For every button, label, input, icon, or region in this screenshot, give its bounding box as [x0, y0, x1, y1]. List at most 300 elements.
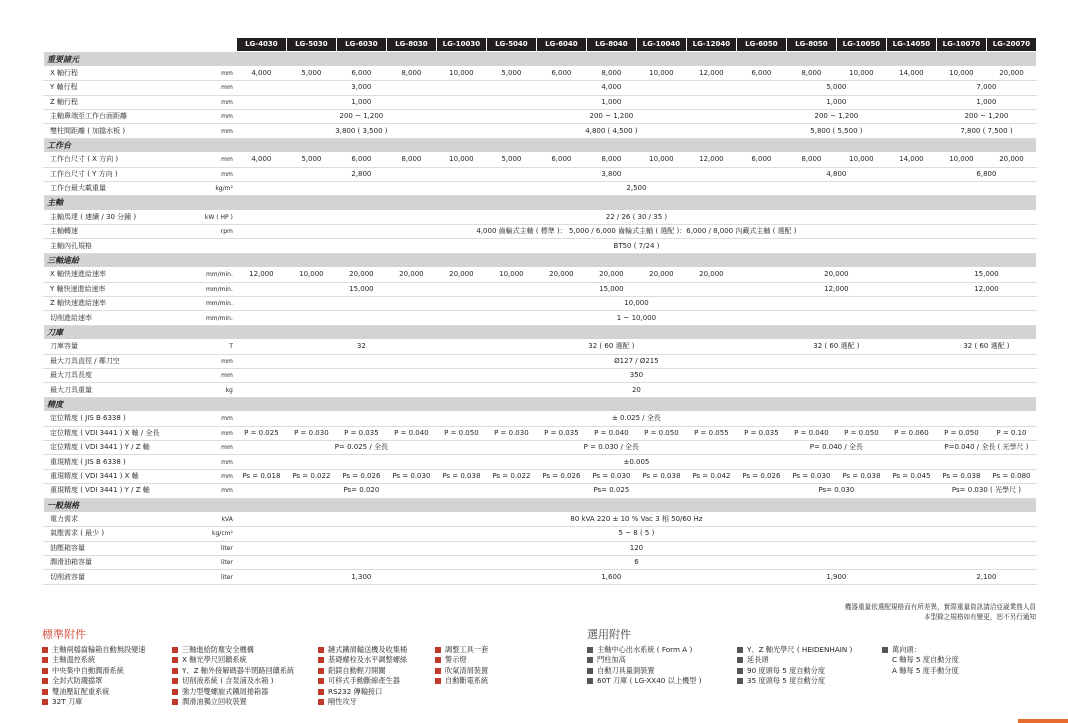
section-title: 刀庫: [44, 325, 1037, 339]
spec-value: Ps = 0.022: [486, 469, 536, 483]
spec-row: [44, 426, 1037, 440]
spec-unit: liter: [198, 541, 236, 555]
standard-item-label: 自動斷電系統: [445, 676, 489, 686]
standard-item-label: 警示燈: [445, 655, 467, 665]
standard-item: [42, 676, 145, 686]
spec-row: [44, 340, 1037, 354]
spec-value: 1,300: [236, 570, 486, 584]
spec-value: Ps = 0.022: [286, 469, 336, 483]
spec-value: P = 0.030: [286, 426, 336, 440]
bullet-square-icon: [318, 678, 324, 684]
spec-value: Ps = 0.045: [886, 469, 936, 483]
spec-value: 7,800 ( 7,500 ): [936, 124, 1036, 138]
optional-item: [882, 666, 959, 676]
spec-label: 氣壓需求 ( 最少 ): [44, 527, 199, 541]
optional-item: [587, 666, 702, 676]
spec-value: 5 ~ 8 ( 5 ): [236, 527, 1036, 541]
bullet-square-icon: [42, 678, 48, 684]
bullet-square-icon: [172, 689, 178, 695]
spec-value: 12,000: [736, 282, 936, 296]
spec-value: 6,000: [536, 153, 586, 167]
spec-label: 油壓箱容量: [44, 541, 199, 555]
optional-item: [587, 655, 702, 665]
standard-item: [172, 655, 294, 665]
note-line: 本型錄之規格如有變更，恕不另行通知: [923, 613, 1036, 621]
bullet-square-icon: [737, 647, 743, 653]
spec-unit: mm: [198, 412, 236, 426]
spec-unit: kW ( HP ): [198, 210, 236, 224]
spec-value: 2,800: [236, 167, 486, 181]
spec-value: 20,000: [986, 66, 1036, 80]
spec-value: 200 ~ 1,200: [736, 109, 936, 123]
optional-column: [882, 645, 959, 676]
spec-value: Ps = 0.030: [586, 469, 636, 483]
bullet-square-icon: [587, 668, 593, 674]
spec-value: P = 0.050: [836, 426, 886, 440]
model-header: LG-12040: [686, 38, 736, 52]
optional-item-label: 60T 刀庫 ( LG-XX40 以上機型 ): [597, 676, 702, 686]
spec-unit: [198, 239, 236, 253]
spec-value: 1,600: [486, 570, 736, 584]
spec-value: ±0.005: [236, 455, 1036, 469]
spec-value: P = 0.035: [336, 426, 386, 440]
spec-label: 定位精度 ( JIS B 6338 ): [44, 412, 199, 426]
spec-row: [44, 95, 1037, 109]
spec-value: 6,000: [736, 153, 786, 167]
spec-row: [44, 239, 1037, 253]
bullet-square-icon: [318, 689, 324, 695]
optional-item: [587, 645, 702, 655]
spec-value: 1,000: [736, 95, 936, 109]
spec-value: Ps = 0.038: [636, 469, 686, 483]
spec-value: 8,000: [386, 66, 436, 80]
spec-value: 20,000: [986, 153, 1036, 167]
spec-value: 15,000: [936, 268, 1036, 282]
bullet-square-icon: [587, 657, 593, 663]
spec-value: 3,000: [236, 81, 486, 95]
spec-value: P = 0.030 / 全長: [486, 440, 736, 454]
bullet-square-icon: [737, 657, 743, 663]
spec-label: X 軸快速進給速率: [44, 268, 199, 282]
spec-row: [44, 268, 1037, 282]
spec-value: P= 0.025 / 全長: [236, 440, 486, 454]
spec-value: 10,000: [486, 268, 536, 282]
optional-item: [737, 655, 852, 665]
spec-value: 4,800: [736, 167, 936, 181]
spec-value: 2,100: [936, 570, 1036, 584]
spec-value: 20,000: [586, 268, 636, 282]
spec-value: P = 0.035: [736, 426, 786, 440]
standard-item-label: 全封式防濺擋罩: [52, 676, 103, 686]
standard-item: [42, 697, 145, 707]
standard-item: [318, 666, 407, 676]
spec-value: P = 0.040: [786, 426, 836, 440]
spec-value: 10,000: [286, 268, 336, 282]
spec-value: P = 0.060: [886, 426, 936, 440]
standard-column: [172, 645, 294, 707]
spec-label: 主軸鼻端至工作台面距離: [44, 109, 199, 123]
model-header: LG-5030: [286, 38, 336, 52]
standard-item-label: 鏈式鐵屑輸送機及收集桶: [328, 645, 408, 654]
standard-item-label: RS232 傳輸接口: [328, 686, 383, 696]
model-header: LG-6050: [736, 38, 786, 52]
spec-unit: mm/min.: [198, 297, 236, 311]
spec-value: P = 0.030: [486, 426, 536, 440]
standard-item-label: 基礎螺栓及水平調整螺絲: [328, 655, 408, 665]
spec-row: [44, 297, 1037, 311]
spec-value: 2,500: [236, 181, 1036, 195]
spec-value: Ps= 0.025: [486, 484, 736, 498]
spec-label: 最大刀具直徑 / 鄰刀空: [44, 354, 199, 368]
spec-value: Ø127 / Ø215: [236, 354, 1036, 368]
spec-value: 350: [236, 368, 1036, 382]
optional-item: [737, 666, 852, 676]
spec-unit: mm: [198, 95, 236, 109]
bullet-square-icon: [435, 647, 441, 653]
standard-accessories-title: 標準附件: [42, 628, 86, 641]
optional-item-label: 90 度頭每 5 度自動分度: [747, 665, 826, 675]
section-title: 工作台: [44, 138, 1037, 152]
standard-item: [435, 666, 488, 676]
spec-value: 15,000: [236, 282, 486, 296]
spec-value: Ps = 0.030: [386, 469, 436, 483]
spec-unit: mm: [198, 124, 236, 138]
spec-unit: mm/min.: [198, 282, 236, 296]
spec-value: 15,000: [486, 282, 736, 296]
standard-item: [42, 687, 145, 697]
model-header: LG-10050: [836, 38, 886, 52]
bullet-square-icon: [318, 647, 324, 653]
standard-item: [172, 666, 294, 676]
standard-item: [318, 676, 407, 686]
spec-value: 32: [236, 340, 486, 354]
model-header: LG-20070: [986, 38, 1036, 52]
spec-value: P = 0.050: [436, 426, 486, 440]
spec-value: P = 0.040: [386, 426, 436, 440]
bullet-square-icon: [42, 657, 48, 663]
standard-column: [318, 645, 407, 707]
spec-value: 12,000: [686, 153, 736, 167]
spec-value: 3,800 ( 3,500 ): [236, 124, 486, 138]
section-header: [44, 52, 1037, 66]
spec-row: [44, 512, 1037, 526]
spec-row: [44, 527, 1037, 541]
standard-item-label: 32T 刀庫: [52, 697, 83, 707]
standard-item-label: 潤滑油獨立回收裝置: [182, 697, 247, 707]
standard-item-label: 主軸兩檔齒輪箱自動無段變速: [52, 645, 146, 654]
model-header: LG-6030: [336, 38, 386, 52]
spec-row: [44, 484, 1037, 498]
spec-value: Ps= 0.020: [236, 484, 486, 498]
optional-item-label: Y、Z 軸光學尺 ( HEIDENHAIN ): [747, 645, 853, 654]
spec-unit: kg/cm²: [198, 527, 236, 541]
spec-value: 20,000: [436, 268, 486, 282]
optional-item-label: C 軸每 5 度自動分度: [892, 655, 959, 665]
spec-label: 重現精度 ( VDI 3441 ) Y / Z 軸: [44, 484, 199, 498]
spec-label: 刀庫容量: [44, 340, 199, 354]
spec-value: 20,000: [736, 268, 936, 282]
corner-accent: [1018, 719, 1068, 723]
spec-label: Z 軸快速進給速率: [44, 297, 199, 311]
spec-row: [44, 440, 1037, 454]
spec-value: 10,000: [936, 66, 986, 80]
spec-value: 32 ( 60 選配 ): [486, 340, 736, 354]
spec-label: 電力需求: [44, 512, 199, 526]
optional-item: [882, 645, 959, 655]
spec-value: 5,000: [486, 153, 536, 167]
spec-row: [44, 124, 1037, 138]
standard-item: [172, 697, 294, 707]
model-header: LG-8050: [786, 38, 836, 52]
bullet-square-icon: [737, 668, 743, 674]
spec-unit: kg: [198, 383, 236, 397]
spec-value: 10,000: [636, 66, 686, 80]
standard-item-label: Y、Z 軸外接解碼器半閉路回饋系統: [182, 665, 295, 675]
spec-value: 8,000: [586, 153, 636, 167]
optional-item-label: 萬向頭：: [892, 645, 921, 654]
spec-label: 工作台尺寸 ( Y 方向 ): [44, 167, 199, 181]
spec-value: 8,000: [786, 153, 836, 167]
spec-value: 4,000: [236, 66, 286, 80]
spec-value: 7,000: [936, 81, 1036, 95]
spec-value: 20: [236, 383, 1036, 397]
standard-item: [318, 687, 407, 697]
spec-row: [44, 541, 1037, 555]
optional-item-label: 自動刀具量測裝置: [597, 665, 655, 675]
spec-unit: mm: [198, 167, 236, 181]
standard-item-label: 雙油壓缸配重系統: [52, 686, 110, 696]
spec-value: Ps = 0.026: [736, 469, 786, 483]
section-title: 精度: [44, 397, 1037, 411]
spec-value: 8,000: [786, 66, 836, 80]
spec-value: 22 / 26 ( 30 / 35 ): [236, 210, 1036, 224]
standard-item: [172, 676, 294, 686]
standard-column: [435, 645, 488, 687]
model-header: LG-10030: [436, 38, 486, 52]
spec-unit: mm: [198, 426, 236, 440]
spec-value: 4,000 齒輪式主軸 ( 標準 )： 5,000 / 6,000 齒輪式主軸 ( 選配 )：6,000 / 8,000 內藏式主軸 ( 選配 ): [236, 225, 1036, 239]
bullet-square-icon: [587, 678, 593, 684]
standard-item: [435, 655, 488, 665]
spec-label: 工作台最大載重量: [44, 181, 199, 195]
spec-value: 10,000: [836, 66, 886, 80]
spec-value: 200 ~ 1,200: [236, 109, 486, 123]
section-header: [44, 138, 1037, 152]
standard-item: [435, 676, 488, 686]
standard-item-label: 強力型雙螺旋式鐵屑捲箱器: [182, 686, 269, 696]
bullet-square-icon: [42, 647, 48, 653]
spec-label: 最大刀具重量: [44, 383, 199, 397]
spec-unit: mm: [198, 440, 236, 454]
spec-row: [44, 210, 1037, 224]
spec-value: 5,000: [286, 66, 336, 80]
bullet-square-icon: [42, 689, 48, 695]
bullet-square-icon: [172, 699, 178, 705]
spec-value: P=0.040 / 全長 ( 光學尺 ): [936, 440, 1036, 454]
section-header: [44, 397, 1037, 411]
spec-unit: mm: [198, 153, 236, 167]
spec-value: 1,900: [736, 570, 936, 584]
standard-item-label: 吹氣清屑裝置: [445, 665, 489, 675]
optional-item-label: 主軸中心出水系統 ( Form A ): [597, 645, 693, 654]
spec-label: 雙柱間距離 ( 加擋水板 ): [44, 124, 199, 138]
standard-item: [318, 655, 407, 665]
spec-row: [44, 109, 1037, 123]
spec-label: 主軸內孔規格: [44, 239, 199, 253]
model-header: LG-6040: [536, 38, 586, 52]
optional-item: [737, 645, 852, 655]
standard-item: [172, 687, 294, 697]
standard-item-label: 可移式手動斷線產生器: [328, 676, 400, 686]
spec-row: [44, 66, 1037, 80]
spec-label: X 軸行程: [44, 66, 199, 80]
spec-value: P = 0.050: [936, 426, 986, 440]
spec-value: 6,000: [336, 66, 386, 80]
spec-value: 20,000: [386, 268, 436, 282]
spec-row: [44, 469, 1037, 483]
spec-value: 20,000: [686, 268, 736, 282]
spec-unit: mm/min.: [198, 268, 236, 282]
bullet-square-icon: [172, 647, 178, 653]
spec-value: 10,000: [236, 297, 1036, 311]
optional-item: [587, 676, 702, 686]
spec-value: BT50 ( 7/24 ): [236, 239, 1036, 253]
spec-value: 32 ( 60 選配 ): [936, 340, 1036, 354]
standard-item-label: 中央集中自動潤滑系統: [52, 665, 124, 675]
spec-value: 6: [236, 556, 1036, 570]
spec-unit: mm: [198, 368, 236, 382]
optional-item-label: 門柱加高: [597, 655, 626, 665]
spec-label: 切削液容量: [44, 570, 199, 584]
model-header: LG-4030: [236, 38, 286, 52]
spec-notes: [845, 602, 1036, 622]
spec-value: Ps= 0.030 ( 光學尺 ): [936, 484, 1036, 498]
model-header: LG-10070: [936, 38, 986, 52]
spec-value: 6,000: [536, 66, 586, 80]
spec-value: 14,000: [886, 153, 936, 167]
spec-value: ± 0.025 / 全長: [236, 412, 1036, 426]
bullet-square-icon: [435, 657, 441, 663]
spec-unit: mm: [198, 484, 236, 498]
section-header: [44, 498, 1037, 512]
optional-item: [882, 655, 959, 665]
spec-value: 6,800: [936, 167, 1036, 181]
section-title: 主軸: [44, 196, 1037, 210]
spec-value: P = 0.055: [686, 426, 736, 440]
spec-label: 定位精度 ( VDI 3441 ) Y / Z 軸: [44, 440, 199, 454]
bullet-square-icon: [318, 657, 324, 663]
spec-value: 4,000: [486, 81, 736, 95]
spec-value: P = 0.050: [636, 426, 686, 440]
spec-unit: T: [198, 340, 236, 354]
model-header: LG-14050: [886, 38, 936, 52]
spec-value: 1,000: [486, 95, 736, 109]
standard-item-label: 鋁鎂自動輕刀開關: [328, 665, 386, 675]
bullet-square-icon: [882, 647, 888, 653]
spec-value: Ps = 0.038: [936, 469, 986, 483]
standard-item-label: 主軸溫控系統: [52, 655, 96, 665]
spec-unit: mm: [198, 354, 236, 368]
standard-item-label: 三軸進給防塵安全機構: [182, 645, 254, 654]
spec-label: 定位精度 ( VDI 3441 ) X 軸 / 全長: [44, 426, 199, 440]
section-title: 重要諸元: [44, 52, 1037, 66]
spec-value: Ps= 0.030: [736, 484, 936, 498]
spec-row: [44, 282, 1037, 296]
spec-unit: liter: [198, 570, 236, 584]
spec-row: [44, 570, 1037, 584]
standard-item: [435, 645, 488, 655]
spec-label: 潤滑油箱容量: [44, 556, 199, 570]
note-line: 機器重量依選配規格而有所差異，實際重量資訊請洽亞崴業務人員: [844, 603, 1036, 611]
spec-value: 5,000: [286, 153, 336, 167]
spec-value: P = 0.040: [586, 426, 636, 440]
specification-table: [43, 37, 1037, 585]
spec-value: Ps = 0.030: [786, 469, 836, 483]
spec-value: 6,000: [736, 66, 786, 80]
optional-accessories-title: 選用附件: [587, 628, 631, 641]
spec-value: Ps = 0.080: [986, 469, 1036, 483]
spec-label: Y 軸快速進給速率: [44, 282, 199, 296]
bullet-square-icon: [435, 668, 441, 674]
header-blank: [44, 38, 237, 52]
spec-value: 32 ( 60 選配 ): [736, 340, 936, 354]
standard-item: [172, 645, 294, 655]
spec-value: P = 0.10: [986, 426, 1036, 440]
model-header: LG-8030: [386, 38, 436, 52]
spec-unit: rpm: [198, 225, 236, 239]
optional-column: [737, 645, 852, 687]
spec-unit: mm: [198, 469, 236, 483]
spec-value: 6,000: [336, 153, 386, 167]
spec-row: [44, 167, 1037, 181]
bullet-square-icon: [737, 678, 743, 684]
spec-value: Ps = 0.018: [236, 469, 286, 483]
spec-value: 4,000: [236, 153, 286, 167]
section-header: [44, 196, 1037, 210]
standard-item: [42, 655, 145, 665]
spec-value: Ps = 0.026: [336, 469, 386, 483]
spec-value: 12,000: [686, 66, 736, 80]
spec-unit: mm/min.: [198, 311, 236, 325]
spec-row: [44, 368, 1037, 382]
optional-column: [587, 645, 702, 687]
standard-item: [318, 697, 407, 707]
standard-item-label: X 軸光學尺回饋系統: [182, 655, 247, 665]
spec-value: 4,800 ( 4,500 ): [486, 124, 736, 138]
spec-label: 主軸轉速: [44, 225, 199, 239]
spec-unit: kg/m²: [198, 181, 236, 195]
spec-label: 切削進給速率: [44, 311, 199, 325]
bullet-square-icon: [42, 668, 48, 674]
spec-value: Ps = 0.042: [686, 469, 736, 483]
spec-label: 重現精度 ( VDI 3441 ) X 軸: [44, 469, 199, 483]
bullet-square-icon: [587, 647, 593, 653]
spec-row: [44, 455, 1037, 469]
spec-value: 10,000: [836, 153, 886, 167]
standard-item: [42, 645, 145, 655]
spec-value: 12,000: [236, 268, 286, 282]
section-header: [44, 253, 1037, 267]
spec-value: 20,000: [636, 268, 686, 282]
standard-item: [318, 645, 407, 655]
spec-value: 5,000: [736, 81, 936, 95]
spec-row: [44, 311, 1037, 325]
spec-value: 80 kVA 220 ± 10 % Vac 3 相 50/60 Hz: [236, 512, 1036, 526]
spec-value: 12,000: [936, 282, 1036, 296]
optional-item-label: 延長頭: [747, 655, 769, 665]
spec-value: 10,000: [436, 153, 486, 167]
spec-value: 120: [236, 541, 1036, 555]
